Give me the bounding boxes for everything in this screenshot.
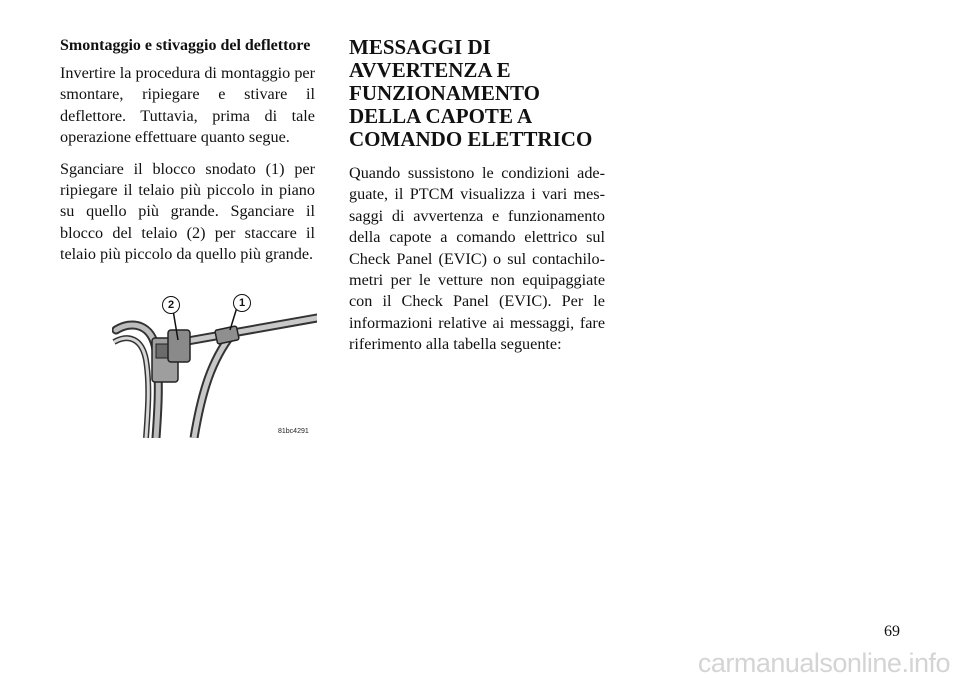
paragraph-messages: Quando sussistono le condizioni ade-guate, il PTCM visualizza i vari mes-saggi di avvertenza e funzionamento della capote a comando elettrico sul Check Panel (EVIC) o sul contachilo-metri per le vetture non equipaggiate con il Check Panel (EVIC). Per le informazioni relative ai messaggi, fare riferimento alla tabella seguente: — [349, 164, 605, 354]
callout-2: 2 — [162, 296, 180, 314]
page-number: 69 — [884, 623, 900, 640]
left-column — [60, 36, 315, 276]
paragraph-procedure: Invertire la procedura di montaggio per smontare, ripiegare e stivare il deflettore. Tuttavia, prima di tale operazione effettuare quanto segue. — [60, 64, 315, 147]
deflector-frame-drawing — [112, 290, 317, 438]
paragraph-release-locks: Sganciare il blocco snodato (1) per ripiegare il telaio più piccolo in piano su quello più grande. Sganciare il blocco del telaio (2) per staccare il telaio più piccolo da quello più grande. — [60, 159, 315, 264]
right-column — [349, 36, 605, 366]
watermark: carmanualsonline.info — [697, 648, 950, 678]
section-heading: MESSAGGI DI AVVERTENZA E FUNZIONAMENTO DELLA CAPOTE A COMANDO ELETTRICO — [349, 35, 593, 151]
deflector-illustration — [112, 290, 317, 438]
section-subheading: Smontaggio e stivaggio del deflettore — [60, 37, 311, 54]
figure-code: 81bc4291 — [278, 428, 309, 435]
callout-1: 1 — [233, 294, 251, 312]
